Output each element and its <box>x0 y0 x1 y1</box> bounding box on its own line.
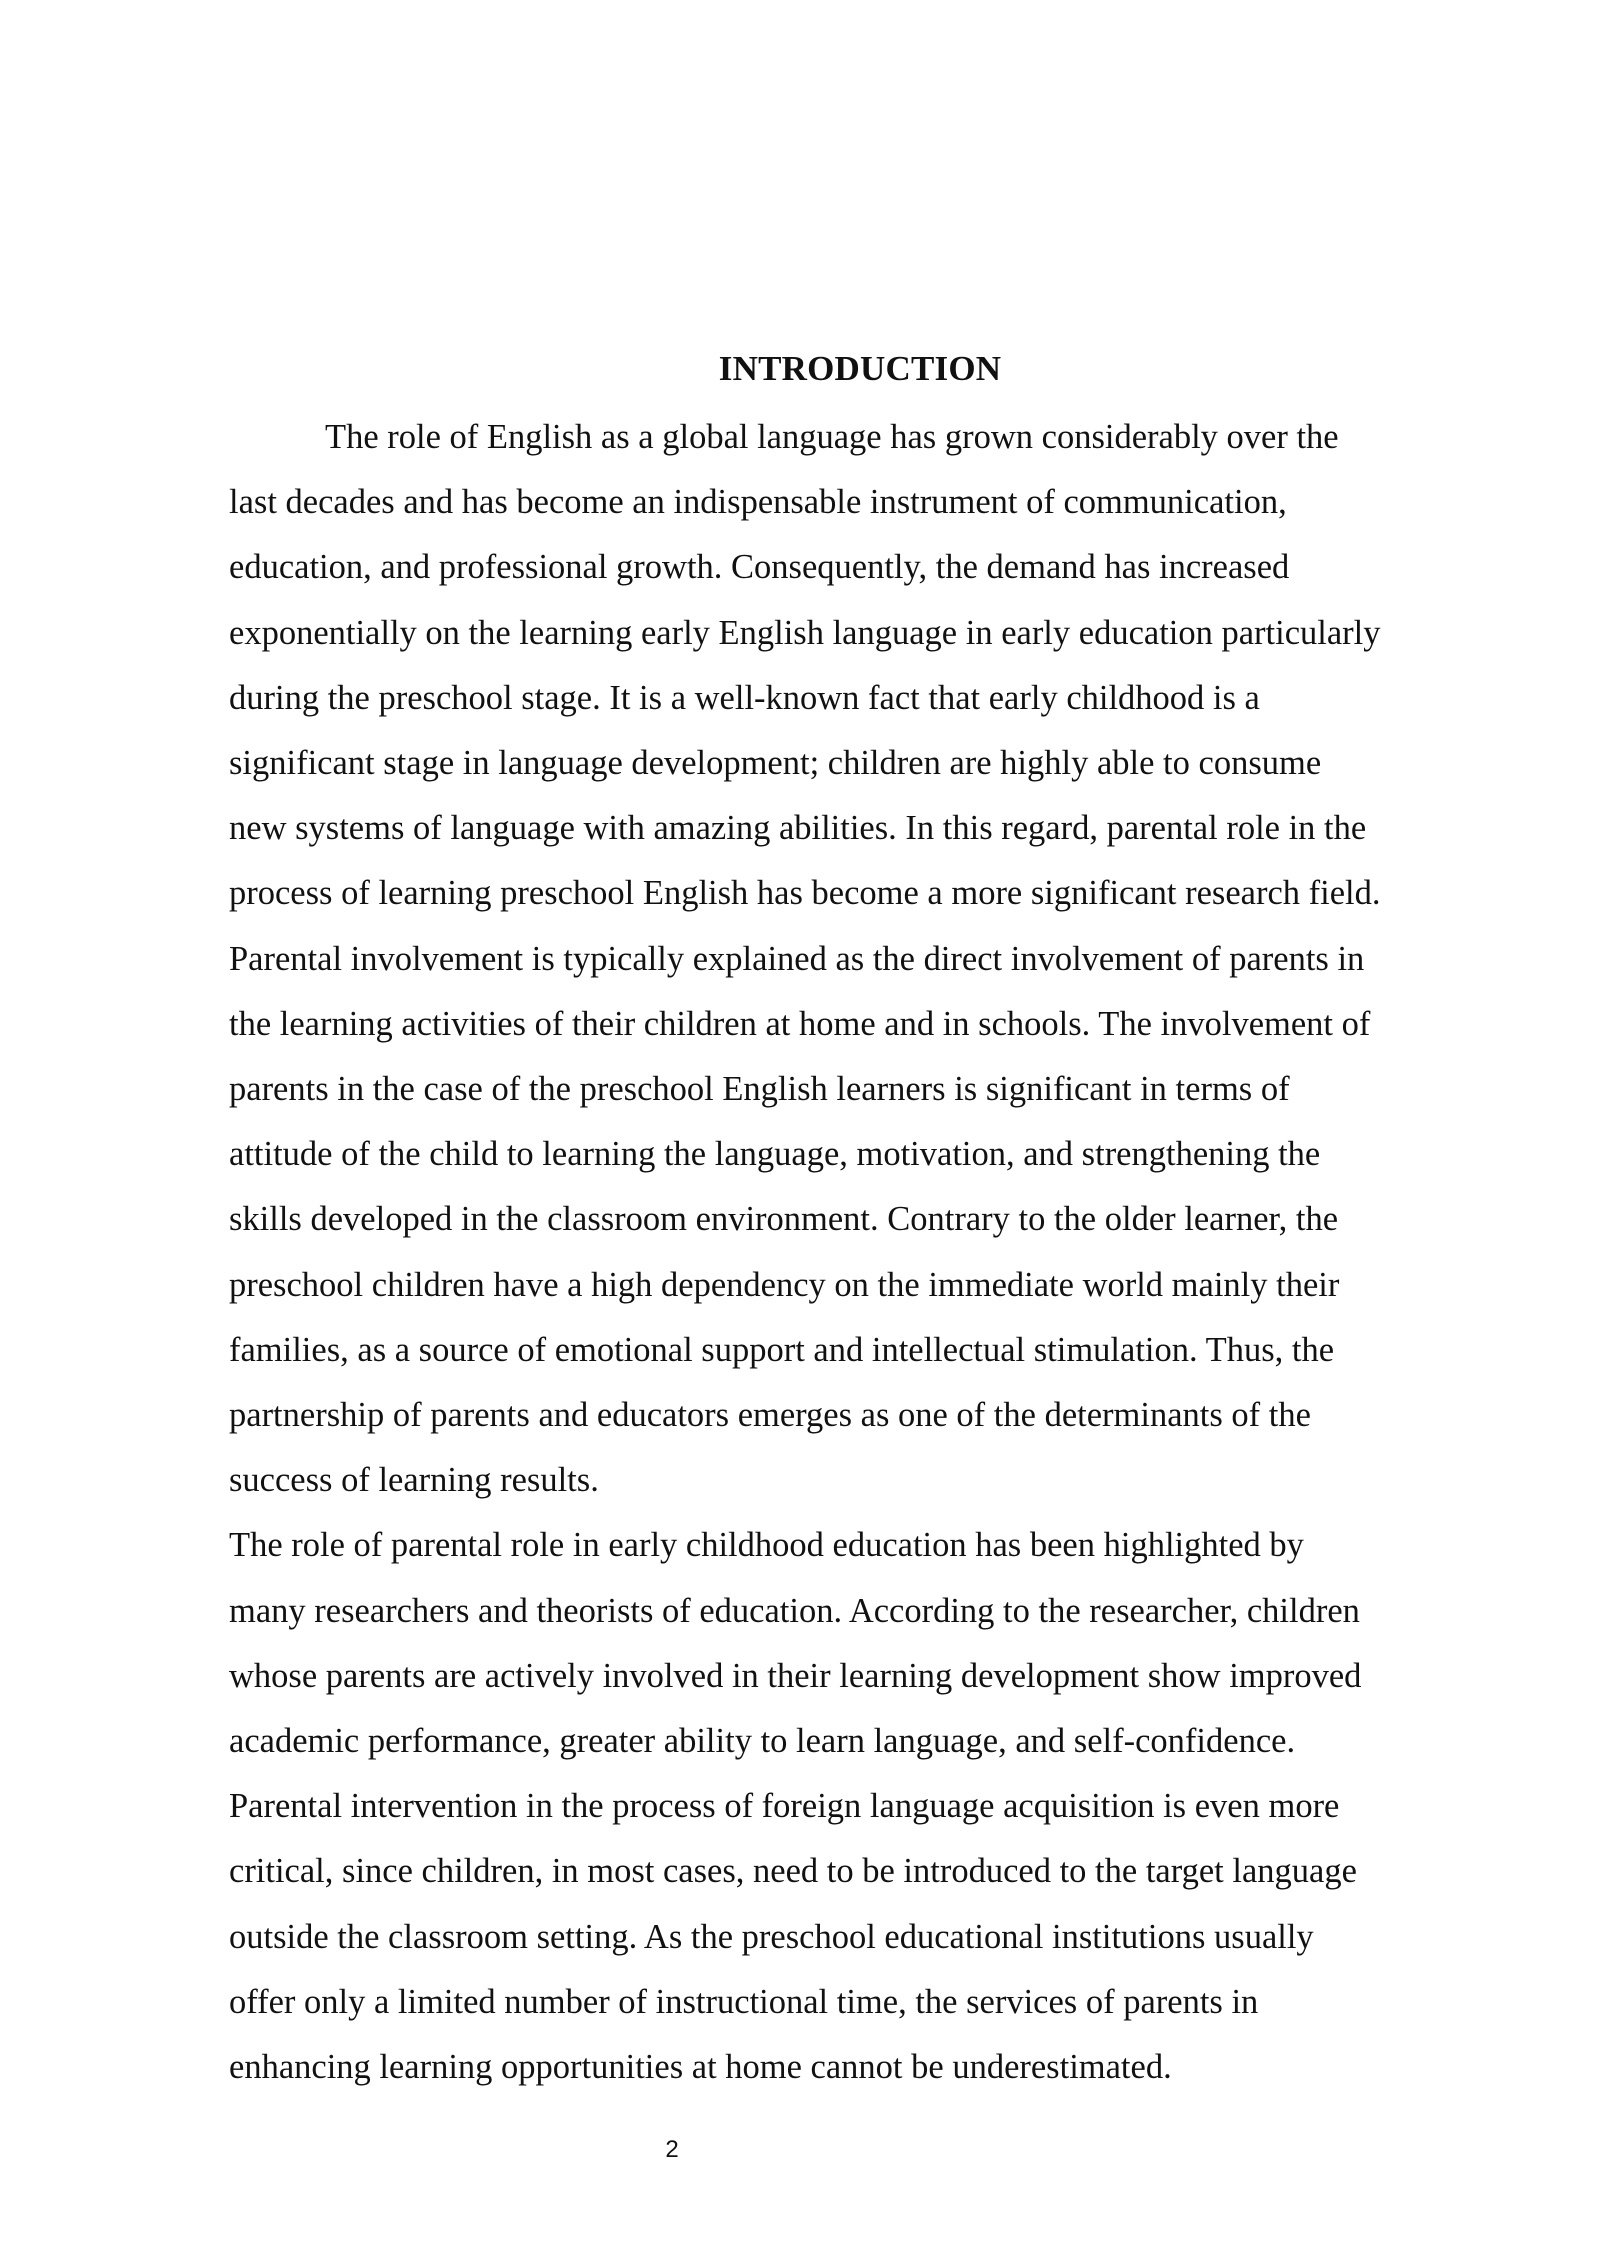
text-line: during the preschool stage. It is a well-known fact that early childhood is a <box>229 678 1260 717</box>
text-line: new systems of language with amazing abilities. In this regard, parental role in the <box>229 809 1367 848</box>
text-line: academic performance, greater ability to learn language, and self-confidence. <box>229 1722 1296 1761</box>
text-line: The role of English as a global language has grown considerably over the <box>325 418 1339 456</box>
text-line: attitude of the child to learning the language, motivation, and strengthening the <box>229 1135 1321 1174</box>
text-line: the learning activities of their children at home and in schools. The involvement of <box>229 1004 1371 1043</box>
text-line: education, and professional growth. Consequently, the demand has increased <box>229 548 1290 587</box>
text-line: exponentially on the learning early English language in early education particularly <box>229 613 1381 652</box>
text-line: The role of parental role in early childhood education has been highlighted by <box>229 1526 1304 1565</box>
text-line: last decades and has become an indispensable instrument of communication, <box>229 483 1287 522</box>
text-line: Parental intervention in the process of foreign language acquisition is even more <box>229 1787 1340 1826</box>
text-line: families, as a source of emotional support and intellectual stimulation. Thus, the <box>229 1330 1335 1369</box>
text-line: outside the classroom setting. As the preschool educational institutions usually <box>229 1917 1314 1956</box>
text-line: Parental involvement is typically explained as the direct involvement of parents in <box>229 939 1365 978</box>
text-line: skills developed in the classroom environment. Contrary to the older learner, the <box>229 1200 1339 1239</box>
text-line: success of learning results. <box>229 1461 599 1500</box>
text-line: many researchers and theorists of education. According to the researcher, children <box>229 1591 1360 1630</box>
text-line: parents in the case of the preschool English learners is significant in terms of <box>229 1070 1290 1109</box>
text-line: whose parents are actively involved in their learning development show improved <box>229 1656 1362 1695</box>
section-title: INTRODUCTION <box>718 349 1002 388</box>
text-line: partnership of parents and educators emerges as one of the determinants of the <box>229 1396 1311 1435</box>
text-line: process of learning preschool English has become a more significant research field. <box>229 874 1381 913</box>
text-line: critical, since children, in most cases, need to be introduced to the target language <box>229 1852 1357 1891</box>
text-line: preschool children have a high dependency on the immediate world mainly their <box>229 1265 1340 1304</box>
page-number: 2 <box>665 2136 679 2163</box>
text-line: significant stage in language development; children are highly able to consume <box>229 744 1322 783</box>
body-text <box>229 405 1529 2100</box>
text-line: offer only a limited number of instructional time, the services of parents in <box>229 1982 1259 2021</box>
text-line: enhancing learning opportunities at home cannot be underestimated. <box>229 2048 1172 2087</box>
